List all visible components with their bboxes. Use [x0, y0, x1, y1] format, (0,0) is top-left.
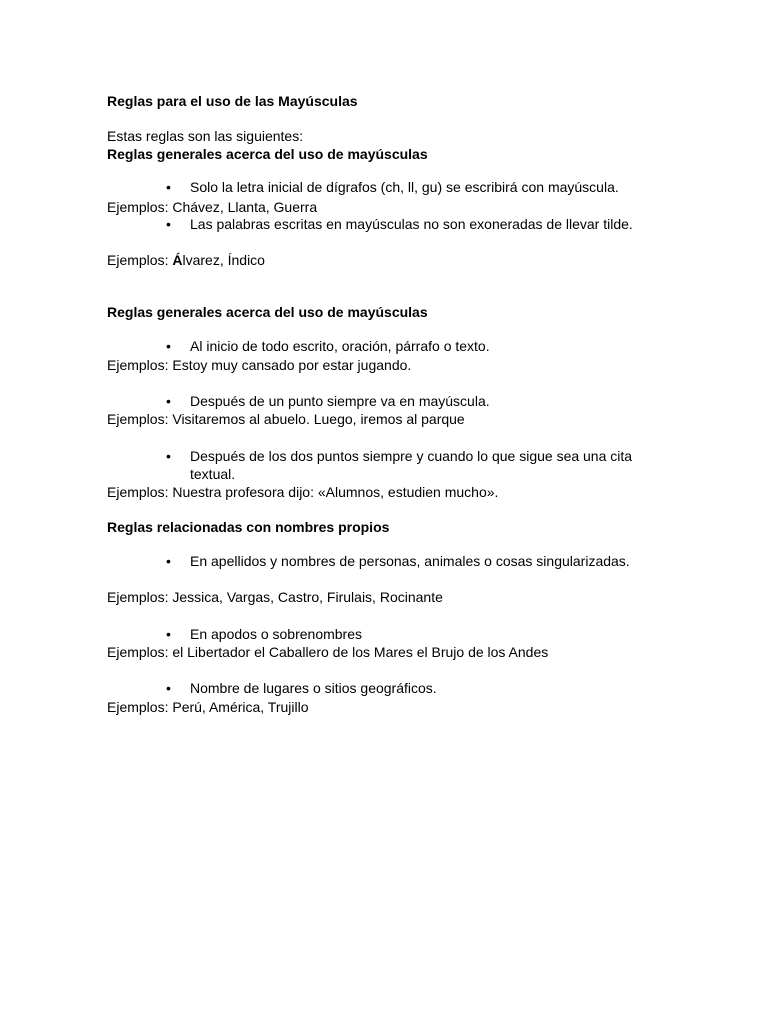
example-line [107, 199, 317, 216]
example-text: lvarez, Índico [182, 252, 265, 268]
list-item-text: En apodos o sobrenombres [190, 626, 362, 642]
example-prefix: Ejemplos: [107, 484, 169, 500]
example-line [107, 357, 411, 374]
list-item [166, 179, 646, 197]
example-prefix: Ejemplos: [107, 411, 169, 427]
list-item [166, 216, 646, 234]
bullet-icon: • [166, 680, 171, 696]
example-prefix: Ejemplos: [107, 252, 169, 268]
bullet-icon: • [166, 179, 171, 195]
document-title: Reglas para el uso de las Mayúsculas [107, 93, 358, 109]
list-item [166, 626, 646, 644]
list-item-text: En apellidos y nombres de personas, animales o cosas singularizadas. [190, 553, 630, 569]
list-item [166, 338, 646, 356]
example-text: Visitaremos al abuelo. Luego, iremos al parque [172, 411, 465, 427]
example-text: Jessica, Vargas, Castro, Firulais, Rocinante [172, 589, 443, 605]
section-heading-general-1: Reglas generales acerca del uso de mayúsculas [107, 146, 428, 162]
bullet-icon: • [166, 553, 171, 569]
example-line [107, 644, 548, 661]
example-text: el Libertador el Caballero de los Mares el Brujo de los Andes [172, 644, 549, 660]
example-line [107, 252, 265, 269]
list-item [166, 393, 646, 411]
example-line [107, 484, 498, 501]
example-prefix: Ejemplos: [107, 199, 169, 215]
example-text: Estoy muy cansado por estar jugando. [172, 357, 412, 373]
list-item-text: Las palabras escritas en mayúsculas no son exoneradas de llevar tilde. [190, 216, 633, 232]
example-prefix: Ejemplos: [107, 699, 169, 715]
list-item-text: Nombre de lugares o sitios geográficos. [190, 680, 437, 696]
section-heading-proper-names: Reglas relacionadas con nombres propios [107, 519, 390, 535]
list-item [166, 680, 646, 698]
example-text: Perú, América, Trujillo [172, 699, 309, 715]
bullet-icon: • [166, 338, 171, 354]
list-item [166, 553, 646, 571]
bullet-icon: • [166, 216, 171, 232]
bullet-icon: • [166, 626, 171, 642]
bullet-icon: • [166, 448, 171, 464]
list-item-text: Al inicio de todo escrito, oración, párrafo o texto. [190, 338, 490, 354]
example-line [107, 411, 465, 428]
bullet-icon: • [166, 393, 171, 409]
example-text: Chávez, Llanta, Guerra [172, 199, 318, 215]
example-prefix: Ejemplos: [107, 589, 169, 605]
example-bold-letter: Á [172, 252, 183, 268]
list-item-text: Después de los dos puntos siempre y cuando lo que sigue sea una cita textual. [190, 448, 633, 482]
example-line [107, 589, 443, 606]
example-prefix: Ejemplos: [107, 357, 169, 373]
list-item-text: Después de un punto siempre va en mayúscula. [190, 393, 490, 409]
example-text: Nuestra profesora dijo: «Alumnos, estudien mucho». [172, 484, 499, 500]
section-heading-general-2: Reglas generales acerca del uso de mayúsculas [107, 304, 428, 320]
example-prefix: Ejemplos: [107, 644, 169, 660]
list-item [166, 448, 646, 483]
intro-text: Estas reglas son las siguientes: [107, 128, 304, 144]
list-item-text: Solo la letra inicial de dígrafos (ch, ll, gu) se escribirá con mayúscula. [190, 179, 619, 195]
example-line [107, 699, 309, 716]
